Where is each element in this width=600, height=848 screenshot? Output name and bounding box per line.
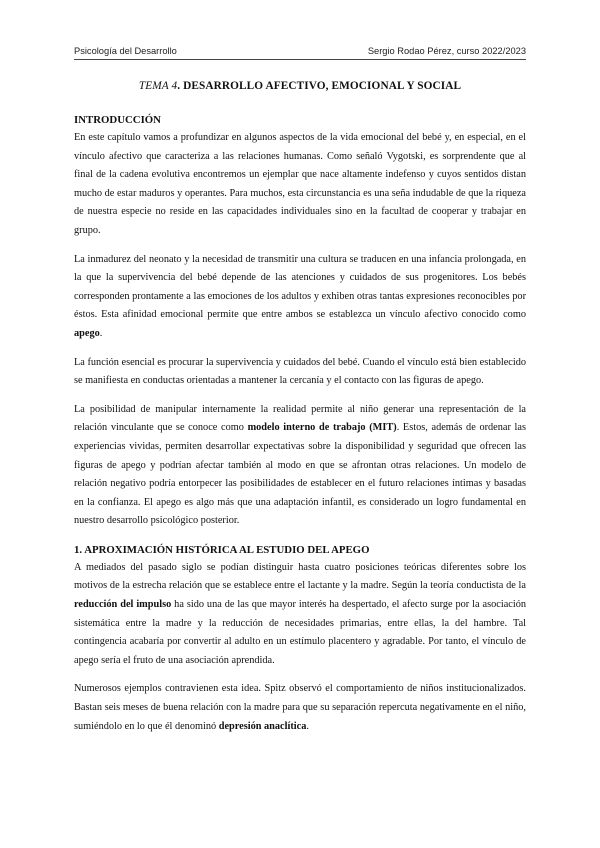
chapter-name: . DESARROLLO AFECTIVO, EMOCIONAL Y SOCIAL xyxy=(177,80,462,92)
header-author: Sergio Rodao Pérez, curso 2022/2023 xyxy=(367,46,526,56)
intro-p4-end: . Estos, además de ordenar las experiencias vividas, permiten desarrollar expectativas sobre la disponibilidad y seguridad que ofrecen las figuras de apego y podrían afectar también al modo en que se afrontan otras relaciones. Un modelo de relación negativo podría entorpecer las posibilidades de establecer en el futuro relaciones íntimas y basadas en la confianza. El apego es algo más que una adaptación infantil, es considerado un logro fundamental en nuestro desarrollo psicológico posterior. xyxy=(74,422,526,527)
intro-heading: INTRODUCCIÓN xyxy=(74,114,161,126)
intro-paragraph-4 xyxy=(74,401,526,531)
section1-p2-text: Numerosos ejemplos contravienen esta idea. Spitz observó el comportamiento de niños institucionalizados. Bastan seis meses de buena relación con la madre para que su separación repercuta negativamente en el niño, sumiéndolo en lo que él denominó xyxy=(74,683,526,732)
intro-paragraph-3: La función esencial es procurar la supervivencia y cuidados del bebé. Cuando el vínculo está bien establecido se manifiesta en conductas orientadas a mantener la cercanía y el contacto con las figuras de apego. xyxy=(74,356,526,387)
header-rule xyxy=(74,59,526,60)
chapter-number: TEMA 4 xyxy=(138,80,178,92)
term-depresion-anaclitica: depresión anaclítica xyxy=(218,720,307,732)
chapter-title xyxy=(74,80,526,92)
intro-p2-end: . xyxy=(99,327,103,339)
section1-heading: 1. APROXIMACIÓN HISTÓRICA AL ESTUDIO DEL APEGO xyxy=(74,543,370,556)
section1-paragraph-1 xyxy=(74,559,526,671)
term-apego: apego xyxy=(74,327,100,339)
term-mit: modelo interno de trabajo (MIT) xyxy=(247,422,397,434)
header-course: Psicología del Desarrollo xyxy=(74,46,177,56)
intro-p2-text: La inmadurez del neonato y la necesidad de transmitir una cultura se traducen en una infancia prolongada, en la que la supervivencia del bebé depende de las atenciones y cuidados de sus progenitores. Los bebés corresponden prontamente a las emociones de los adultos y exhiben otras tantas expresiones reconocibles por éstos. Esta afinidad emocional permite que entre ambos se establezca un vínculo afectivo conocido como xyxy=(74,253,526,321)
intro-p4-text: La posibilidad de manipular internamente la realidad permite al niño generar una representación de la relación vinculante que se conoce como xyxy=(74,403,526,434)
section1-paragraph-2 xyxy=(74,680,526,736)
intro-paragraph-1: En este capítulo vamos a profundizar en algunos aspectos de la vida emocional del bebé y, en especial, en el vínculo afectivo que caracteriza a las relaciones humanas. Como señaló Vygotski, es sorprendente que al final de la cadena evolutiva encontremos un ejemplar que nace altamente indefenso y cuyos sentidos distan mucho de estar maduros y operantes. Para muchos, esta circunstancia es una seña indudable de que la riqueza de nuestra especie no reside en las capacidades individuales sino en la facultad de cooperar y trabajar en grupo. xyxy=(74,132,526,236)
document-body xyxy=(74,112,526,736)
section1-p1-end: ha sido una de las que mayor interés ha despertado, el afecto surge por la asociación sistemática entre la madre y la reducción de necesidades primarias, entre ellas, la del hambre. Tal contingencia acabaría por convertir al adulto en un estímulo placentero y agradable. Por tanto, el vínculo de apego sería el fruto de una asociación aprendida. xyxy=(74,599,526,666)
running-header xyxy=(74,46,526,56)
section1-p2-end: . xyxy=(306,720,309,732)
intro-paragraph-2 xyxy=(74,251,526,344)
section1-p1-text: A mediados del pasado siglo se podían distinguir hasta cuatro posiciones teóricas diferentes sobre los motivos de la estrecha relación que se establece entre el lactante y la madre. Según la teoría conductista de la xyxy=(74,561,526,592)
term-reduccion-impulso: reducción del impulso xyxy=(74,599,172,611)
